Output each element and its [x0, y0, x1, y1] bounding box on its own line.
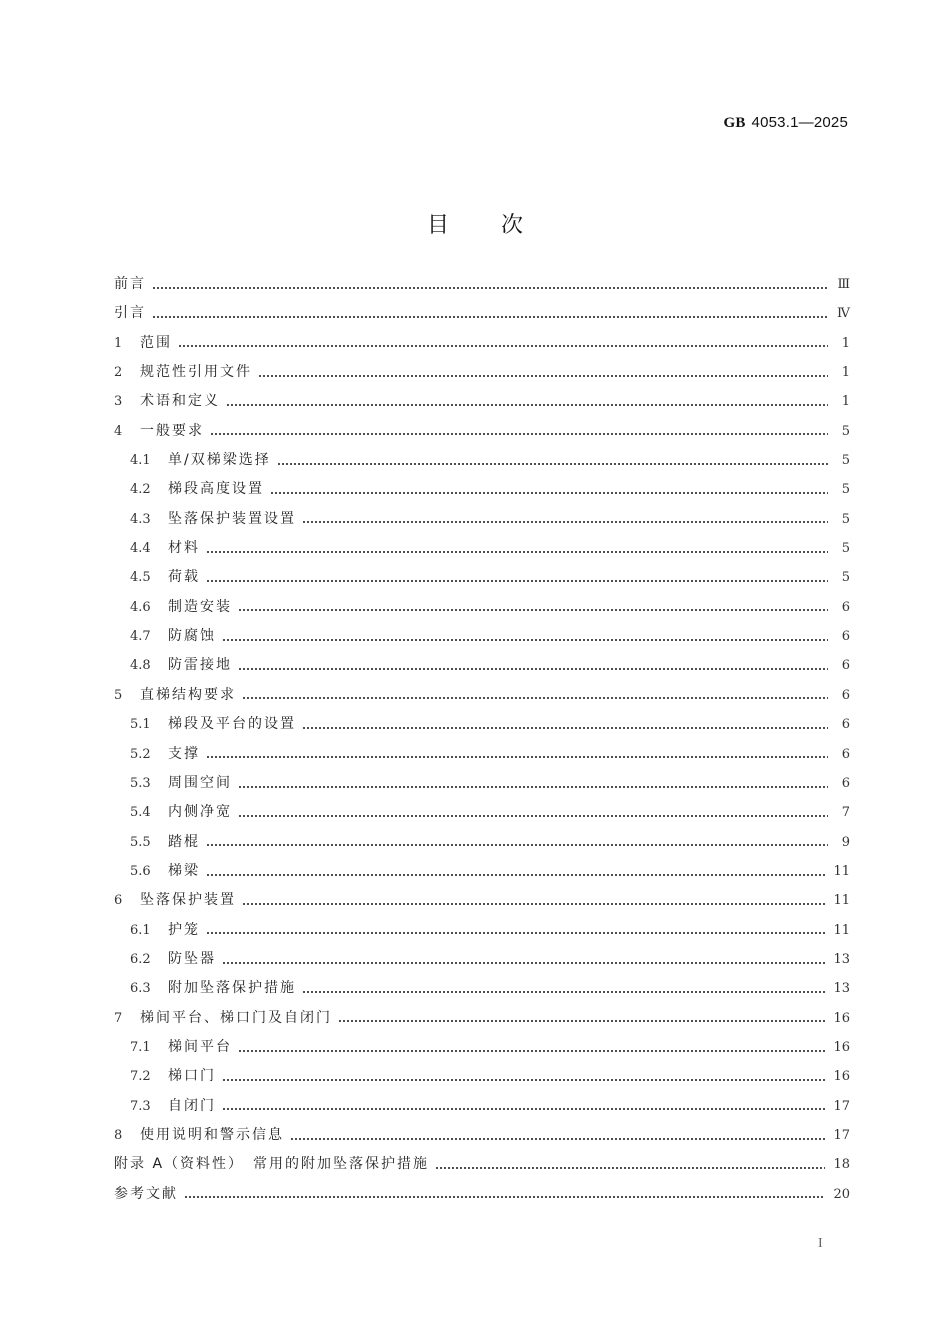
toc-entry-title: 规范性引用文件 — [140, 364, 252, 381]
toc-entry[interactable] — [114, 270, 850, 299]
toc-entry-number: 7.2 — [130, 1069, 151, 1085]
toc-entry[interactable] — [114, 299, 850, 328]
toc-entry[interactable] — [114, 857, 850, 886]
toc-entry[interactable] — [114, 1150, 850, 1179]
dot-leader — [178, 338, 828, 348]
toc-entry-title: 术语和定义 — [140, 393, 220, 410]
toc-entry-number: 3 — [114, 394, 123, 410]
toc-entry-number: 5.2 — [130, 746, 151, 762]
toc-entry[interactable] — [114, 1004, 850, 1033]
toc-entry-title: 附录 A（资料性） 常用的附加坠落保护措施 — [114, 1156, 430, 1173]
page-title-char-1: 目 — [426, 212, 449, 238]
toc-entry[interactable] — [114, 1033, 850, 1062]
dot-leader — [238, 661, 828, 671]
toc-entry-page: 6 — [841, 775, 850, 791]
toc-entry[interactable] — [114, 505, 850, 534]
toc-entry-page: 5 — [841, 570, 850, 586]
page-title — [0, 208, 950, 239]
toc-entry[interactable] — [114, 563, 850, 592]
dot-leader — [338, 1013, 825, 1023]
toc-entry-page: 7 — [841, 805, 850, 821]
dot-leader — [290, 1131, 825, 1141]
toc-entry[interactable] — [114, 475, 850, 504]
toc-entry[interactable] — [114, 886, 850, 915]
toc-entry-title: 直梯结构要求 — [140, 686, 236, 703]
toc-entry[interactable] — [114, 1062, 850, 1091]
page-title-char-2: 次 — [501, 212, 524, 238]
toc-entry-page: 9 — [841, 834, 850, 850]
toc-entry-number: 5.5 — [130, 834, 151, 850]
dot-leader — [210, 426, 828, 436]
toc-entry-page: 6 — [841, 746, 850, 762]
dot-leader — [302, 984, 825, 994]
toc-entry-number: 5.3 — [130, 775, 151, 791]
toc-entry-number: 6.3 — [130, 981, 151, 997]
toc-entry-number: 2 — [114, 365, 123, 381]
toc-entry-number: 7.1 — [130, 1039, 151, 1055]
toc-entry-number: 7 — [114, 1010, 123, 1026]
toc-entry-number: 5.4 — [130, 805, 151, 821]
toc-entry-number: 4.8 — [130, 658, 151, 674]
dot-leader — [206, 544, 828, 554]
toc-entry-title: 梯梁 — [168, 862, 200, 879]
toc-entry-number: 6.1 — [130, 922, 151, 938]
toc-entry-page: 16 — [833, 1039, 850, 1055]
toc-entry-title: 防雷接地 — [168, 657, 232, 674]
toc-entry-page: 6 — [841, 599, 850, 615]
toc-entry-title: 附加坠落保护措施 — [168, 980, 296, 997]
toc-entry-page: 5 — [841, 423, 850, 439]
toc-entry-number: 4.1 — [130, 453, 151, 469]
toc-entry[interactable] — [114, 387, 850, 416]
toc-entry-title: 周围空间 — [168, 774, 232, 791]
toc-entry-number: 4.5 — [130, 570, 151, 586]
toc-entry-title: 一般要求 — [140, 422, 204, 439]
toc-entry-title: 范围 — [140, 334, 172, 351]
toc-entry-page: 5 — [841, 482, 850, 498]
toc-entry-number: 4.6 — [130, 599, 151, 615]
toc-entry-page: 13 — [833, 951, 850, 967]
toc-entry-page: 11 — [833, 893, 850, 909]
toc-entry-title: 前言 — [114, 276, 146, 292]
toc-entry[interactable] — [114, 916, 850, 945]
toc-entry[interactable] — [114, 329, 850, 358]
dot-leader — [238, 779, 828, 789]
dot-leader — [222, 955, 825, 965]
dot-leader — [435, 1160, 825, 1170]
toc-entry-number: 4.3 — [130, 511, 151, 527]
toc-entry-title: 荷载 — [168, 569, 200, 586]
toc-entry-page: 16 — [833, 1069, 850, 1085]
toc-entry[interactable] — [114, 1092, 850, 1121]
toc-entry-page: 5 — [841, 453, 850, 469]
toc-entry[interactable] — [114, 769, 850, 798]
toc-entry-title: 防腐蚀 — [168, 628, 216, 645]
dot-leader — [242, 896, 825, 906]
toc-entry[interactable] — [114, 622, 850, 651]
dot-leader — [206, 837, 828, 847]
toc-entry[interactable] — [114, 798, 850, 827]
dot-leader — [206, 573, 828, 583]
dot-leader — [222, 1101, 825, 1111]
toc-entry-page: 6 — [841, 658, 850, 674]
toc-entry-title: 梯口门 — [168, 1068, 216, 1085]
toc-entry-number: 5.6 — [130, 863, 151, 879]
dot-leader — [206, 925, 825, 935]
toc-entry-page: 1 — [841, 394, 850, 410]
toc-entry[interactable] — [114, 1121, 850, 1150]
dot-leader — [238, 808, 828, 818]
toc-entry-title: 自闭门 — [168, 1097, 216, 1114]
toc-entry[interactable] — [114, 651, 850, 680]
toc-entry[interactable] — [114, 1180, 850, 1209]
dot-leader — [184, 1189, 825, 1199]
toc-entry-page: 16 — [833, 1010, 850, 1026]
dot-leader — [277, 456, 828, 466]
dot-leader — [226, 397, 828, 407]
toc-entry-title: 梯间平台、梯口门及自闭门 — [140, 1009, 332, 1026]
toc-entry-page: 6 — [841, 629, 850, 645]
toc-entry-title: 梯间平台 — [168, 1038, 232, 1055]
toc-entry-page: 17 — [833, 1127, 850, 1143]
toc-entry[interactable] — [114, 534, 850, 563]
toc-entry-number: 1 — [114, 335, 123, 351]
toc-entry-number: 4.7 — [130, 629, 151, 645]
toc-entry-page: 6 — [841, 687, 850, 703]
dot-leader — [152, 309, 828, 319]
toc-entry-title: 使用说明和警示信息 — [140, 1126, 284, 1143]
dot-leader — [206, 867, 825, 877]
toc-entry-page: 20 — [833, 1186, 850, 1202]
toc-entry-page: 5 — [841, 541, 850, 557]
toc-entry-title: 防坠器 — [168, 950, 216, 967]
toc-entry-number: 4.2 — [130, 482, 151, 498]
toc-entry-title: 参考文献 — [114, 1185, 178, 1202]
toc-entry-page: 11 — [833, 922, 850, 938]
standard-prefix: GB — [723, 115, 746, 131]
toc-entry[interactable] — [114, 710, 850, 739]
toc-entry-page: 1 — [841, 365, 850, 381]
toc-entry-title: 梯段高度设置 — [168, 481, 264, 498]
toc-entry-number: 6 — [114, 893, 123, 909]
toc-entry-number: 6.2 — [130, 951, 151, 967]
toc-entry-page: 6 — [841, 717, 850, 733]
page-number: I — [818, 1236, 823, 1251]
dot-leader — [242, 690, 828, 700]
dot-leader — [238, 1043, 825, 1053]
toc-entry-page: 18 — [833, 1157, 850, 1173]
toc-entry-title: 支撑 — [168, 745, 200, 762]
toc-entry[interactable] — [114, 828, 850, 857]
toc-entry-title: 单/双梯梁选择 — [168, 452, 271, 469]
toc-entry-title: 坠落保护装置 — [140, 892, 236, 909]
dot-leader — [222, 1072, 825, 1082]
toc-entry[interactable] — [114, 446, 850, 475]
standard-code: 4053.1—2025 — [751, 114, 848, 131]
toc-entry-page: Ⅲ — [837, 277, 850, 292]
toc-entry[interactable] — [114, 945, 850, 974]
toc-entry-title: 梯段及平台的设置 — [168, 716, 296, 733]
dot-leader — [270, 485, 828, 495]
toc-entry-title: 护笼 — [168, 921, 200, 938]
dot-leader — [222, 632, 828, 642]
toc-entry-page: Ⅳ — [837, 306, 850, 322]
toc-entry-title: 制造安装 — [168, 598, 232, 615]
standard-number — [723, 114, 848, 132]
toc-entry-number: 7.3 — [130, 1098, 151, 1114]
dot-leader — [302, 720, 828, 730]
toc-entry-number: 4.4 — [130, 541, 151, 557]
toc-entry-title: 材料 — [168, 540, 200, 557]
toc-entry-number: 8 — [114, 1127, 123, 1143]
toc-entry-title: 坠落保护装置设置 — [168, 510, 296, 527]
toc-entry[interactable] — [114, 358, 850, 387]
dot-leader — [206, 749, 828, 759]
toc-entry-number: 5.1 — [130, 717, 151, 733]
toc-entry-page: 5 — [841, 511, 850, 527]
toc-entry[interactable] — [114, 417, 850, 446]
dot-leader — [152, 280, 828, 290]
toc-entry-page: 11 — [833, 863, 850, 879]
toc-entry-page: 1 — [841, 335, 850, 351]
toc-entry-title: 内侧净宽 — [168, 804, 232, 821]
dot-leader — [258, 368, 828, 378]
toc-entry-title: 引言 — [114, 305, 146, 322]
toc-entry[interactable] — [114, 740, 850, 769]
toc-entry-number: 4 — [114, 423, 123, 439]
toc-entry-title: 踏棍 — [168, 833, 200, 850]
dot-leader — [302, 514, 828, 524]
toc-entry[interactable] — [114, 681, 850, 710]
toc-entry[interactable] — [114, 593, 850, 622]
table-of-contents — [114, 270, 850, 1209]
dot-leader — [238, 602, 828, 612]
toc-entry-page: 17 — [833, 1098, 850, 1114]
toc-entry[interactable] — [114, 974, 850, 1003]
toc-entry-page: 13 — [833, 981, 850, 997]
toc-entry-number: 5 — [114, 687, 123, 703]
